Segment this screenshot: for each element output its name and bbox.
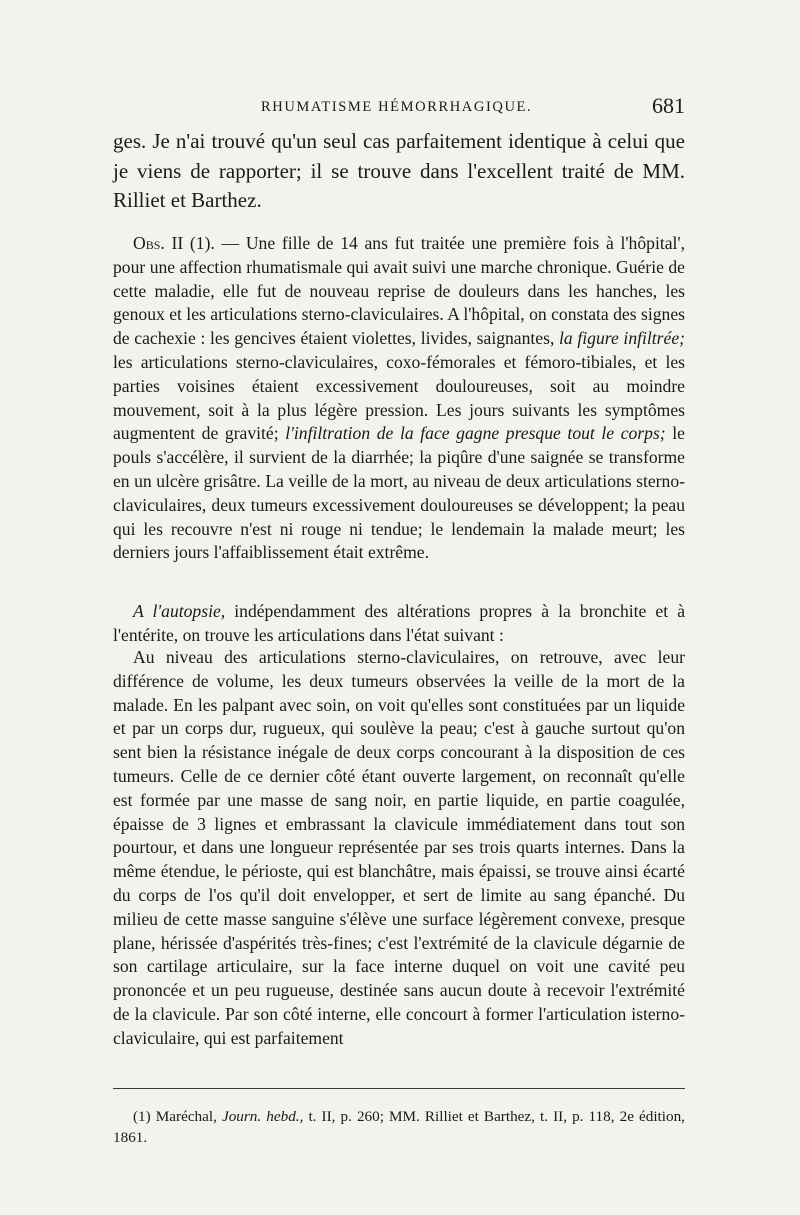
footnote-divider <box>113 1088 685 1089</box>
paragraph-autopsie <box>113 600 685 648</box>
paragraph-observation <box>113 232 685 565</box>
observation-text-1: — Une fille de 14 ans fut traitée une première fois à l'hôpital', pour une affection rhumatismale qui avait suivi une marche chronique. Guérie de cette maladie, elle fut de nouveau reprise de douleurs dans les hanches, les genoux et les articulations sterno-claviculaires. A l'hôpital, on constata des signes de cachexie : les gencives étaient violettes, livides, saignantes, <box>113 233 685 349</box>
autopsie-italic: A l'autopsie, <box>133 601 226 621</box>
niveau-text: Au niveau des articulations sterno-claviculaires, on retrouve, avec leur différence de volume, les deux tumeurs observées la veille de la mort de la malade. En les palpant avec soin, on voit qu'elles sont constituées par un liquide et par un corps dur, rugueux, qui soulève la peau; c'est à gauche surtout qu'on sent bien la résistance inégale de deux corps concourant à la disposition de ces tumeurs. Celle de ce dernier côté étant ouverte largement, on reconnaît qu'elle est formée par une masse de sang noir, en partie liquide, en partie coagulée, épaisse de 3 lignes et embrassant la clavicule immédiatement dans tout son pourtour, et dans une longueur représentée par ses trois quarts internes. Dans la même étendue, le périoste, qui est blanchâtre, mais épaissi, se trouve ainsi écarté du corps de l'os qu'il doit envelopper, et sert de limite au sang épanché. Du milieu de cette masse sanguine s'élève une surface légèrement convexe, presque plane, hérissée d'aspérités très-fines; c'est l'extrémité de la clavicule dégarnie de son cartilage articulaire, sur la face interne duquel on voit une cavité peu prononcée et un peu rugueuse, destinée sans aucun doute à recevoir l'extrémité de la clavicule. Par son côté interne, elle concourt à former l'articulation isterno-claviculaire, qui est parfaitement <box>113 647 685 1048</box>
observation-italic-1: la figure infiltrée; <box>559 328 685 349</box>
opening-text: ges. Je n'ai trouvé qu'un seul cas parfaitement identique à celui que je viens de rapporter; il se trouve dans l'excellent traité de MM. Rilliet et Barthez. <box>113 129 685 212</box>
running-header <box>113 93 685 123</box>
page-number: 681 <box>652 93 685 118</box>
observation-italic-2: l'infiltration de la face gagne presque tout le corps; <box>285 423 666 444</box>
footnote-journal: Journ. hebd. <box>221 1108 300 1125</box>
observation-text-2: les articulations sterno-claviculaires, coxo-fémorales et fémoro-tibiales, et les parties voisines étaient excessivement douloureuses, soit au moindre mouvement, soit à la plus légère pression. Les jours suivants les symptômes augmentent de gravité; <box>113 351 685 444</box>
autopsie-text: indépendamment des altérations propres à la bronchite et à l'entérite, on trouve les articulations dans l'état suivant : <box>113 601 686 645</box>
paragraph-opening <box>113 127 685 216</box>
footnote-text-2: , t. II, p. 260; MM. Rilliet et Barthez, t. II, p. 118, 2e édition, 1861. <box>113 1108 685 1146</box>
paragraph-niveau <box>113 646 685 1051</box>
document-page <box>113 0 685 1215</box>
footnote-text-1: (1) Maréchal, <box>133 1108 222 1125</box>
observation-text-3: le pouls s'accélère, il survient de la diarrhée; la piqûre d'une saignée se transforme en un ulcère grisâtre. La veille de la mort, au niveau de deux articulations sterno-claviculaires, deux tumeurs excessivement douloureuses se développent; la peau qui les recouvre n'est ni rouge ni tendue; le lendemain la malade meurt; les derniers jours l'affaiblissement était extrême. <box>113 423 685 563</box>
running-title: RHUMATISME HÉMORRHAGIQUE. <box>261 99 533 115</box>
observation-label: Obs. II (1). <box>133 233 215 253</box>
footnote <box>113 1106 685 1148</box>
